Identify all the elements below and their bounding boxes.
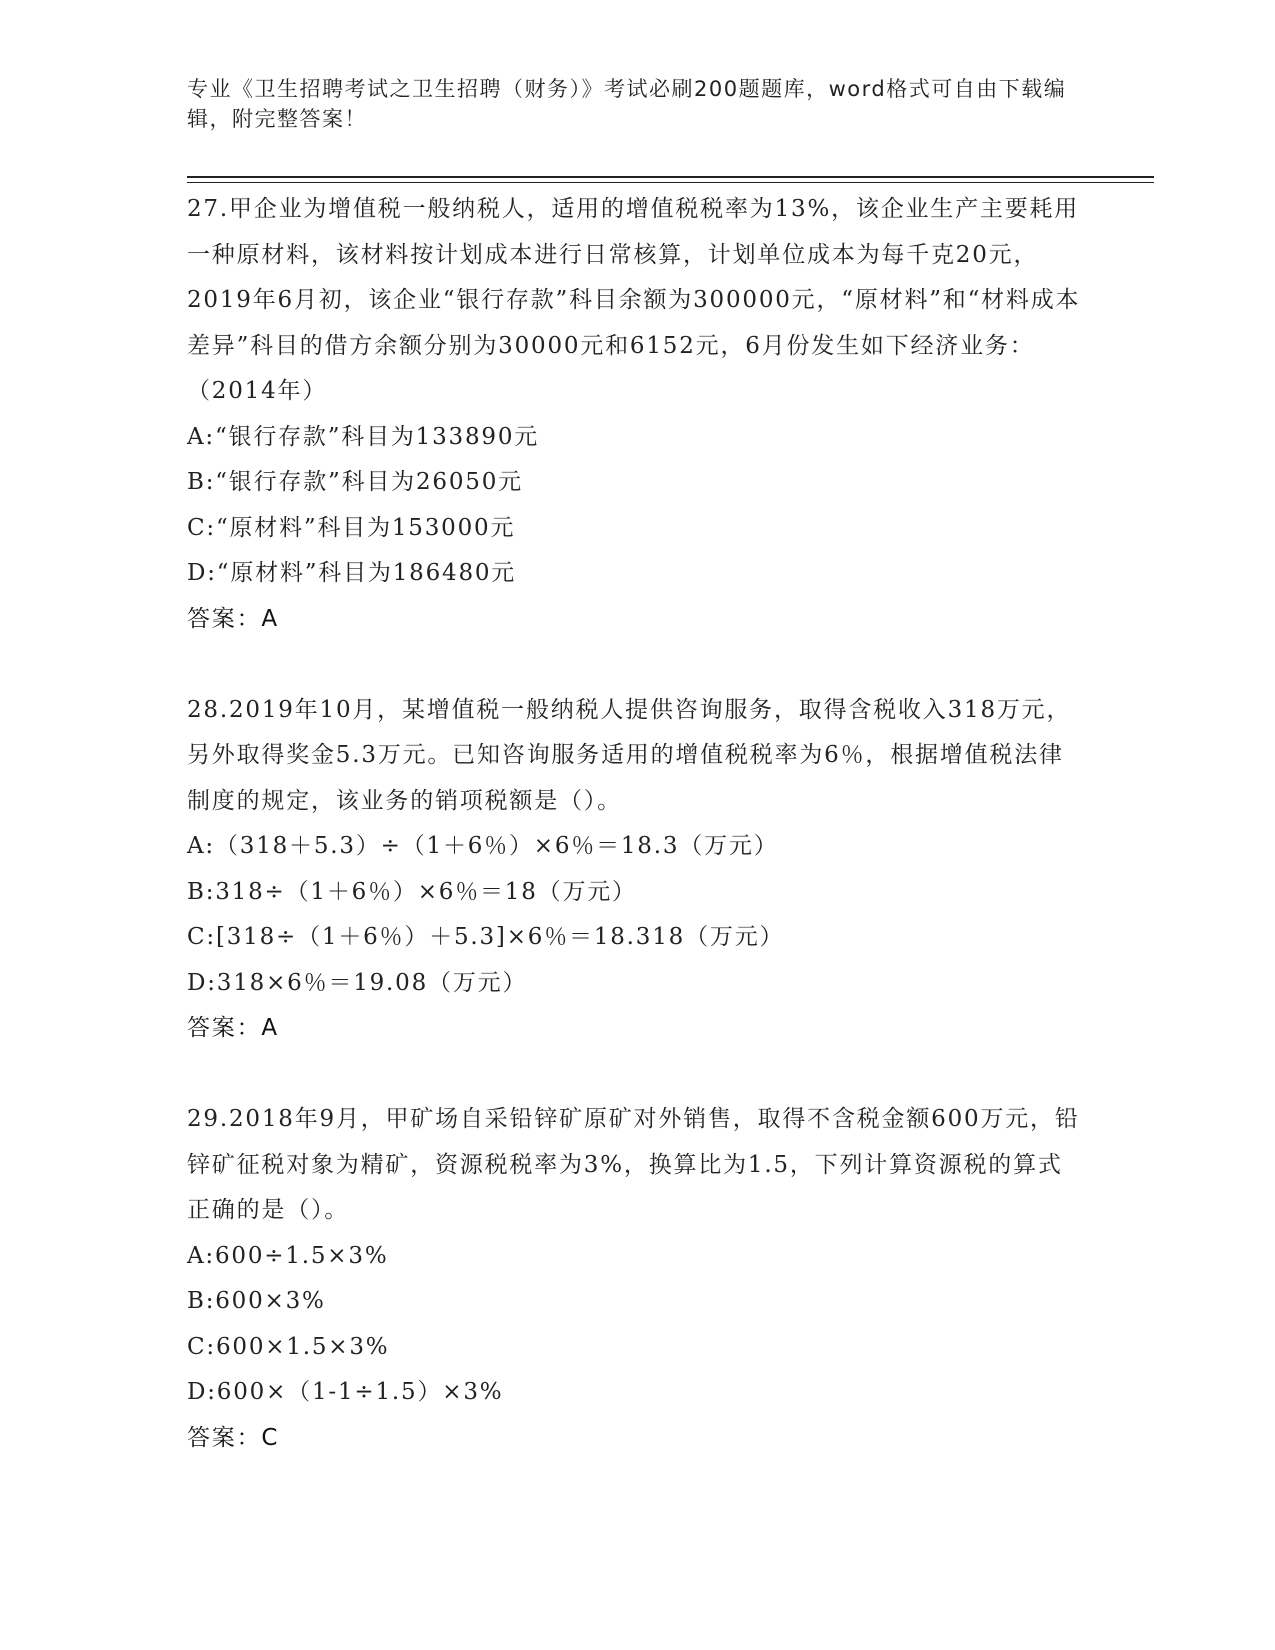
question-stem: 29.2018年9月，甲矿场自采铅锌矿原矿对外销售，取得不含税金额600万元，铅锌矿征税对象为精矿，资源税税率为3%，换算比为1.5，下列计算资源税的算式正确的是（）。 <box>187 1106 1080 1223</box>
option-d: D:318×6％＝19.08（万元） <box>187 969 528 996</box>
option-a: A:（318＋5.3）÷（1＋6％）×6％＝18.3（万元） <box>187 833 779 859</box>
option-b: B:“银行存款”科目为26050元 <box>187 469 523 495</box>
header-divider-thick <box>187 176 1154 178</box>
question-stem: 28.2019年10月，某增值税一般纳税人提供咨询服务，取得含税收入318万元，另外取得奖金5.3万元。已知咨询服务适用的增值税税率为6％，根据增值税法律制度的规定，该业务的销项税额是（）。 <box>187 696 1072 814</box>
option-b: B:318÷（1＋6％）×6％＝18（万元） <box>187 878 637 905</box>
question-list <box>187 187 1087 1461</box>
question-spacer <box>187 642 1087 688</box>
option-d: D:“原材料”科目为186480元 <box>187 560 517 586</box>
question-stem: 27.甲企业为增值税一般纳税人，适用的增值税税率为13%，该企业生产主要耗用一种原材料，该材料按计划成本进行日常核算，计划单位成本为每千克20元，2019年6月初，该企业“银行存款”科目余额为300000元，“原材料”和“材料成本差异”科目的借方余额分别为30000元和6152元，6月份发生如下经济业务：（2014年） <box>187 196 1081 404</box>
answer: 答案：A <box>187 605 279 632</box>
option-d: D:600×（1-1÷1.5）×3% <box>187 1379 504 1405</box>
header-divider-thin <box>187 182 1154 183</box>
answer: 答案：A <box>187 1015 279 1041</box>
option-a: A:“银行存款”科目为133890元 <box>187 423 540 450</box>
question-29 <box>187 1097 1087 1461</box>
option-b: B:600×3% <box>187 1288 326 1314</box>
question-spacer <box>187 1052 1087 1098</box>
option-a: A:600÷1.5×3% <box>187 1242 389 1269</box>
document-header: 专业《卫生招聘考试之卫生招聘（财务）》考试必刷200题题库，word格式可自由下载编辑，附完整答案！ <box>187 77 1067 131</box>
question-28 <box>187 688 1087 1052</box>
option-c: C:[318÷（1＋6％）＋5.3]×6％＝18.318（万元） <box>187 924 785 950</box>
question-27 <box>187 187 1087 642</box>
answer: 答案：C <box>187 1424 280 1451</box>
option-c: C:“原材料”科目为153000元 <box>187 514 516 541</box>
option-c: C:600×1.5×3% <box>187 1333 390 1360</box>
